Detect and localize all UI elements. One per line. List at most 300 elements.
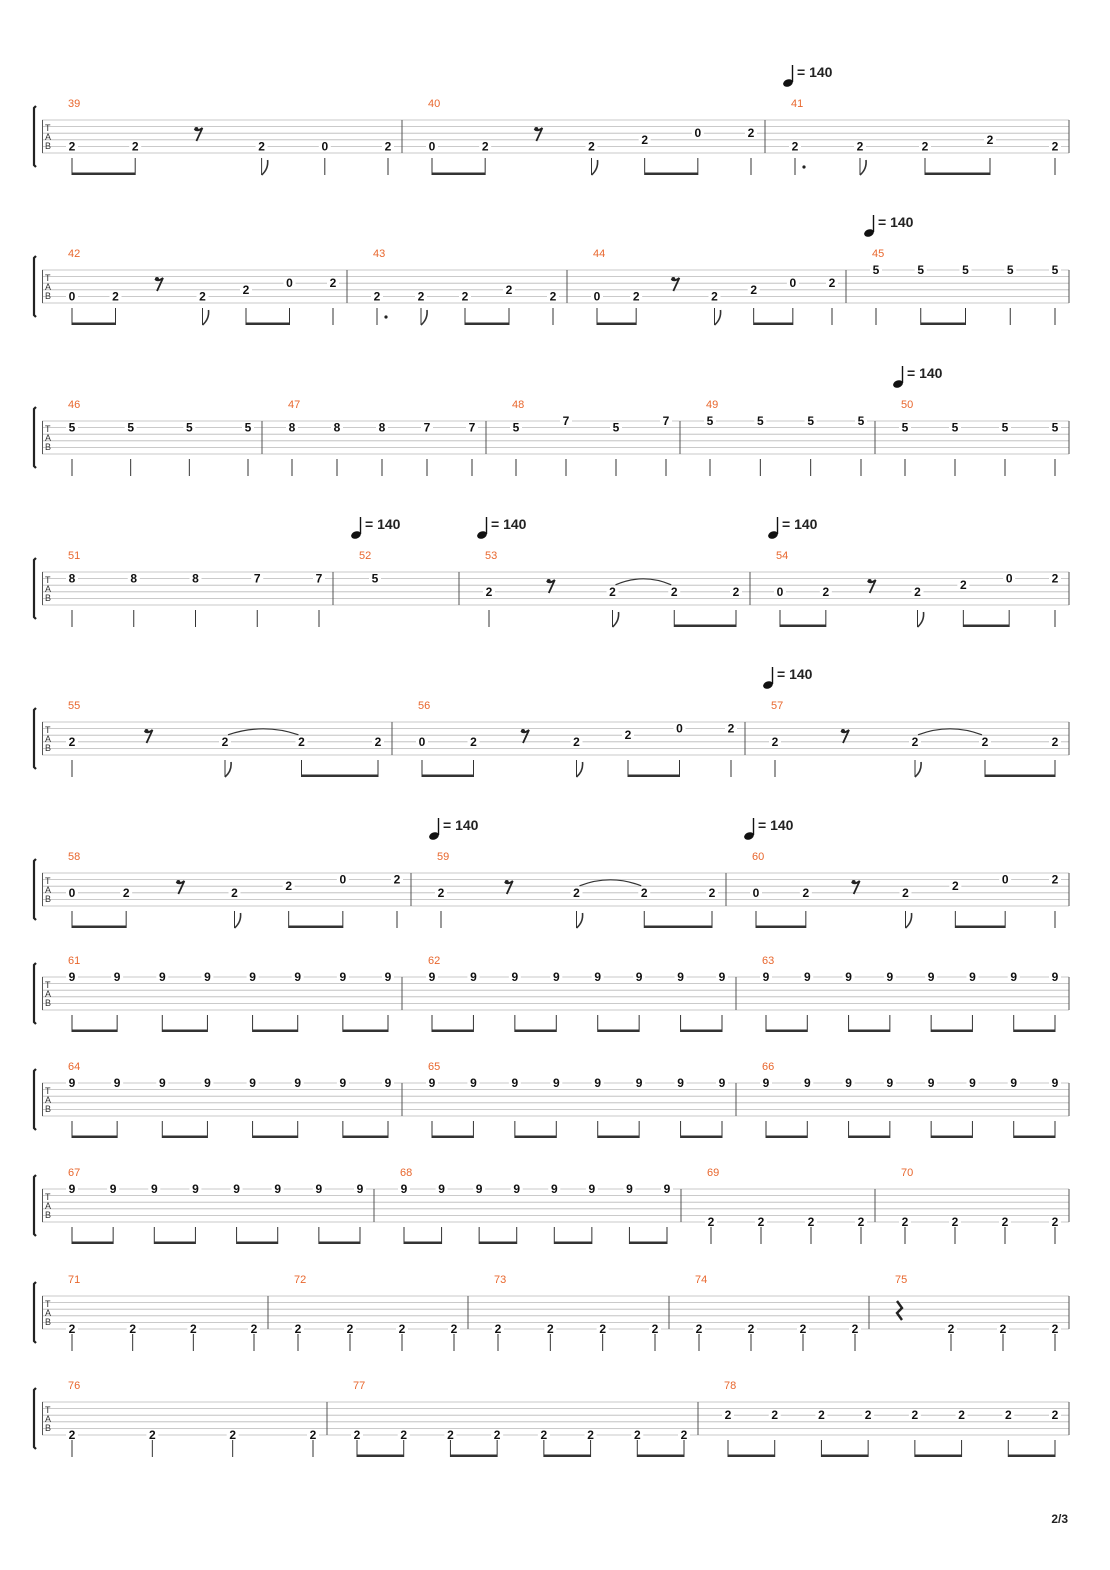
beam	[72, 1136, 117, 1139]
beam	[681, 1136, 722, 1139]
tempo-marking: = 140	[797, 64, 833, 80]
beam	[1014, 1136, 1055, 1139]
fret-number: 9	[204, 1076, 211, 1090]
fret-number: 5	[962, 263, 969, 277]
fret-number: 2	[680, 1428, 688, 1442]
fret-number: 2	[986, 132, 994, 147]
fret-number: 9	[470, 970, 477, 984]
system-bracket	[34, 1175, 36, 1236]
fret-number: 0	[321, 139, 329, 154]
fret-number: 2	[864, 1408, 872, 1423]
fret-number: 2	[727, 721, 735, 736]
fret-number: 2	[400, 1428, 408, 1442]
fret-number: 2	[624, 728, 632, 743]
measure-number: 76	[68, 1380, 81, 1392]
fret-number: 9	[68, 1182, 76, 1196]
beam	[154, 1242, 195, 1245]
tab-clef-letter: B	[45, 291, 52, 301]
fret-number: 5	[872, 263, 880, 277]
measure	[899, 1167, 1061, 1244]
measure-number: 54	[776, 550, 789, 562]
augmentation-dot	[802, 165, 805, 168]
beam	[963, 625, 1009, 628]
fret-number: 9	[438, 1182, 445, 1196]
fret-number: 2	[549, 289, 557, 304]
fret-number: 0	[428, 139, 436, 154]
measure	[760, 955, 1061, 1032]
fret-number: 9	[68, 1076, 76, 1090]
measure	[476, 516, 742, 627]
fret-number: 9	[803, 1076, 811, 1090]
beam	[766, 1030, 807, 1033]
beam	[237, 1242, 278, 1245]
measure-number: 74	[695, 1274, 708, 1286]
measure-number: 42	[68, 248, 81, 260]
fret-number: 9	[1051, 1076, 1059, 1090]
tab-system	[34, 1274, 1069, 1351]
fret-number: 2	[802, 885, 810, 900]
measure-number: 72	[294, 1274, 307, 1286]
fret-number: 2	[231, 885, 238, 900]
fret-number: 2	[588, 139, 595, 154]
fret-number: 2	[747, 1322, 755, 1336]
fret-number: 2	[747, 126, 755, 141]
tab-clef-letter: B	[45, 141, 52, 151]
measure-number: 50	[901, 399, 914, 411]
tab-system	[34, 817, 1069, 928]
tab-system	[34, 1380, 1069, 1457]
measure-number: 65	[428, 1061, 441, 1073]
tab-system	[34, 955, 1069, 1032]
fret-number: 8	[192, 571, 199, 586]
beam	[479, 1242, 517, 1245]
beam	[544, 1455, 591, 1458]
fret-number: 2	[757, 1215, 765, 1229]
measure-number: 44	[593, 248, 606, 260]
fret-number: 2	[641, 132, 649, 147]
system-bracket	[34, 106, 36, 167]
beam	[1014, 1030, 1055, 1033]
measure-number: 55	[68, 700, 81, 712]
fret-number: 7	[315, 571, 323, 586]
fret-number: 5	[951, 420, 959, 435]
fret-number: 2	[609, 584, 616, 599]
tab-clef-letter: A	[45, 885, 52, 895]
fret-number: 2	[999, 1322, 1007, 1336]
fret-number: 2	[640, 885, 648, 900]
fret-number: 2	[112, 289, 119, 304]
fret-number: 5	[917, 263, 925, 277]
fret-number: 9	[663, 1182, 671, 1196]
fret-number: 2	[807, 1215, 815, 1229]
beam	[756, 926, 806, 929]
tie	[918, 729, 982, 735]
fret-number: 9	[552, 1076, 560, 1090]
tab-clef-letter: T	[45, 1192, 51, 1202]
note-flag	[262, 160, 268, 175]
measure	[760, 1061, 1061, 1138]
beam	[357, 1455, 404, 1458]
tab-system	[34, 214, 1069, 325]
fret-number: 2	[485, 584, 493, 599]
beam	[681, 1030, 722, 1033]
fret-number: 0	[776, 584, 784, 599]
fret-number: 2	[851, 1322, 859, 1336]
measure	[66, 700, 384, 777]
fret-number: 2	[959, 578, 967, 593]
fret-number: 7	[253, 571, 261, 586]
fret-number: 7	[562, 414, 570, 428]
measure	[66, 399, 254, 476]
tempo-marking: = 140	[365, 516, 401, 532]
eighth-rest-dot	[868, 579, 872, 583]
fret-number: 0	[68, 885, 76, 900]
measure	[371, 248, 559, 325]
tab-system	[34, 64, 1069, 175]
tab-system	[34, 1061, 1069, 1138]
fret-number: 5	[901, 420, 909, 435]
fret-number: 0	[694, 126, 702, 141]
fret-number: 9	[594, 970, 602, 984]
fret-number: 2	[294, 1322, 302, 1336]
beam	[72, 926, 126, 929]
fret-number: 2	[346, 1322, 354, 1336]
measure-number: 45	[872, 248, 885, 260]
tab-clef-letter: T	[45, 1086, 51, 1096]
fret-number: 0	[789, 276, 797, 291]
beam	[253, 1136, 298, 1139]
measure-number: 60	[752, 851, 765, 863]
fret-number: 2	[122, 885, 130, 900]
fret-number: 9	[718, 970, 726, 984]
measure	[286, 399, 478, 476]
fret-number: 9	[969, 1076, 976, 1090]
tab-clef-letter: A	[45, 584, 52, 594]
measure-number: 62	[428, 955, 441, 967]
fret-number: 9	[274, 1182, 282, 1196]
tempo-marking: = 140	[443, 817, 479, 833]
beam	[921, 323, 966, 326]
measure-number: 69	[707, 1167, 720, 1179]
measure-number: 75	[895, 1274, 908, 1286]
fret-number: 2	[958, 1408, 965, 1423]
fret-number: 2	[1051, 1408, 1059, 1423]
tab-clef-letter: A	[45, 1201, 52, 1211]
fret-number: 9	[384, 970, 392, 984]
fret-number: 9	[845, 970, 852, 984]
measure	[66, 1167, 366, 1244]
beam	[598, 1136, 639, 1139]
fret-number: 2	[1051, 872, 1059, 887]
eighth-rest-dot	[176, 880, 180, 884]
note-flag	[203, 310, 209, 325]
beam	[598, 1030, 639, 1033]
fret-number: 9	[552, 970, 560, 984]
tempo-marking: = 140	[758, 817, 794, 833]
fret-number: 9	[428, 970, 436, 984]
fret-number: 9	[249, 1076, 256, 1090]
fret-number: 2	[68, 734, 76, 749]
beam	[931, 1030, 972, 1033]
beam	[955, 926, 1005, 929]
system-bracket	[34, 963, 36, 1024]
fret-number: 2	[129, 1322, 137, 1336]
measure-number: 71	[68, 1274, 81, 1286]
augmentation-dot	[384, 315, 387, 318]
fret-number: 9	[677, 970, 684, 984]
measure-number: 68	[400, 1167, 413, 1179]
fret-number: 9	[113, 1076, 121, 1090]
beam	[597, 323, 636, 326]
beam	[515, 1030, 556, 1033]
fret-number: 5	[68, 420, 76, 435]
tab-clef-letter: A	[45, 132, 52, 142]
fret-number: 9	[550, 1182, 558, 1196]
measure	[292, 1274, 460, 1351]
tab-clef-letter: B	[45, 1104, 52, 1114]
fret-number: 2	[494, 1322, 502, 1336]
beam	[72, 323, 116, 326]
measure	[704, 399, 867, 476]
tab-clef-letter: A	[45, 734, 52, 744]
measure	[416, 700, 737, 777]
beam	[319, 1242, 360, 1245]
tab-clef-letter: A	[45, 282, 52, 292]
tempo-marking: = 140	[782, 516, 818, 532]
beam	[162, 1030, 207, 1033]
fret-number: 2	[947, 1322, 955, 1336]
fret-number: 2	[242, 282, 250, 297]
fret-number: 2	[599, 1322, 607, 1336]
fret-number: 8	[68, 571, 76, 586]
tab-system	[34, 1167, 1069, 1244]
fret-number: 2	[1051, 571, 1059, 586]
fret-number: 2	[695, 1322, 703, 1336]
fret-number: 2	[309, 1428, 317, 1442]
tab-clef-letter: B	[45, 442, 52, 452]
fret-number: 2	[632, 289, 640, 304]
measure-number: 51	[68, 550, 81, 562]
beam	[343, 1030, 388, 1033]
system-bracket	[34, 1282, 36, 1343]
fret-number: 2	[633, 1428, 641, 1442]
eighth-rest-dot	[194, 127, 198, 131]
fret-number: 2	[68, 1322, 76, 1336]
eighth-rest-dot	[534, 127, 538, 131]
fret-number: 9	[113, 970, 121, 984]
fret-number: 5	[127, 420, 135, 435]
fret-number: 2	[481, 139, 489, 154]
system-bracket	[34, 1388, 36, 1449]
system-bracket	[34, 1069, 36, 1130]
fret-number: 9	[626, 1182, 633, 1196]
measure-number: 59	[437, 851, 450, 863]
fret-number: 8	[288, 420, 296, 435]
tab-clef-letter: A	[45, 433, 52, 443]
note-flag	[592, 160, 598, 175]
eighth-rest-dot	[505, 880, 509, 884]
page-number: 2/3	[1051, 1512, 1068, 1526]
fret-number: 2	[857, 1215, 865, 1229]
fret-number: 8	[130, 571, 138, 586]
measure	[591, 248, 838, 325]
measure-number: 41	[791, 98, 804, 110]
system-bracket	[34, 558, 36, 619]
system-bracket	[34, 256, 36, 317]
measure	[398, 1167, 673, 1244]
tab-clef-letter: B	[45, 1423, 52, 1433]
fret-number: 2	[353, 1428, 361, 1442]
tab-clef-letter: T	[45, 123, 51, 133]
beam	[343, 1136, 388, 1139]
fret-number: 9	[635, 1076, 643, 1090]
tab-clef-letter: A	[45, 1308, 52, 1318]
note-flag	[225, 762, 231, 777]
beam	[925, 173, 990, 176]
tab-clef-letter: T	[45, 725, 51, 735]
beam	[821, 1455, 868, 1458]
fret-number: 0	[593, 289, 601, 304]
tab-system	[34, 516, 1069, 627]
tempo-marking: = 140	[777, 666, 813, 682]
beam	[644, 926, 712, 929]
measure-number: 58	[68, 851, 81, 863]
tab-clef-letter: B	[45, 593, 52, 603]
tie	[228, 729, 299, 735]
fret-number: 7	[468, 420, 476, 435]
fret-number: 5	[1051, 420, 1059, 435]
beam	[554, 1242, 592, 1245]
note-flag	[577, 762, 583, 777]
fret-number: 9	[513, 1182, 521, 1196]
measure	[892, 365, 1061, 476]
fret-number: 2	[1051, 1322, 1059, 1336]
measure	[722, 1380, 1061, 1457]
beam	[450, 1455, 497, 1458]
beam	[404, 1242, 442, 1245]
eighth-rest-dot	[145, 729, 149, 733]
fret-number: 5	[612, 420, 620, 435]
fret-number: 9	[470, 1076, 477, 1090]
fret-number: 9	[294, 1076, 302, 1090]
note-flag	[613, 612, 619, 627]
fret-number: 2	[911, 1408, 919, 1423]
measure	[66, 851, 403, 928]
fret-number: 9	[886, 1076, 894, 1090]
fret-number: 2	[707, 1215, 715, 1229]
measure	[895, 1274, 1061, 1351]
fret-number: 2	[373, 289, 381, 304]
beam	[766, 1136, 807, 1139]
beam	[72, 173, 135, 176]
fret-number: 9	[1051, 970, 1059, 984]
fret-number: 2	[771, 734, 779, 749]
fret-number: 0	[286, 276, 293, 291]
fret-number: 2	[799, 1322, 807, 1336]
fret-number: 0	[1005, 571, 1013, 586]
fret-number: 2	[711, 289, 718, 304]
eighth-rest-dot	[521, 729, 525, 733]
eighth-rest-dot	[841, 729, 845, 733]
fret-number: 2	[670, 584, 678, 599]
measure	[351, 1380, 690, 1457]
fret-number: 2	[199, 289, 206, 304]
system-bracket	[34, 708, 36, 769]
measure-number: 39	[68, 98, 81, 110]
fret-number: 2	[148, 1428, 156, 1442]
tab-clef-letter: A	[45, 1095, 52, 1105]
system-bracket	[34, 407, 36, 468]
fret-number: 2	[901, 1215, 909, 1229]
tempo-marking: = 140	[878, 214, 914, 230]
fret-number: 8	[333, 420, 341, 435]
fret-number: 2	[398, 1322, 406, 1336]
fret-number: 2	[902, 885, 909, 900]
measure	[428, 817, 718, 928]
fret-number: 9	[886, 970, 894, 984]
fret-number: 2	[437, 885, 445, 900]
fret-number: 9	[927, 1076, 935, 1090]
measure-number: 40	[428, 98, 441, 110]
beam	[849, 1136, 890, 1139]
fret-number: 9	[428, 1076, 436, 1090]
fret-number: 9	[588, 1182, 596, 1196]
note-flag	[235, 913, 241, 928]
measure-number: 46	[68, 399, 81, 411]
measure	[426, 955, 728, 1032]
beam	[985, 775, 1055, 778]
measure	[767, 516, 1061, 627]
eighth-rest-dot	[671, 277, 675, 281]
beam	[72, 1030, 117, 1033]
tab-clef-letter: B	[45, 998, 52, 1008]
measure	[762, 666, 1061, 777]
tab-system	[34, 365, 1069, 476]
fret-number: 9	[68, 970, 76, 984]
beam	[645, 173, 698, 176]
fret-number: 2	[189, 1322, 197, 1336]
fret-number: 9	[356, 1182, 364, 1196]
fret-number: 2	[229, 1428, 237, 1442]
fret-number: 8	[378, 420, 386, 435]
beam	[432, 1030, 473, 1033]
fret-number: 9	[803, 970, 811, 984]
measure-number: 61	[68, 955, 81, 967]
fret-number: 2	[505, 282, 513, 297]
fret-number: 2	[651, 1322, 659, 1336]
fret-number: 9	[158, 970, 166, 984]
tab-clef-letter: A	[45, 989, 52, 999]
fret-number: 0	[418, 734, 426, 749]
fret-number: 5	[807, 414, 815, 428]
fret-number: 9	[969, 970, 976, 984]
fret-number: 2	[1004, 1408, 1012, 1423]
fret-number: 2	[329, 276, 337, 291]
measure	[693, 1274, 861, 1351]
fret-number: 9	[475, 1182, 483, 1196]
fret-number: 9	[384, 1076, 392, 1090]
fret-number: 5	[1006, 263, 1014, 277]
eighth-rest-dot	[155, 277, 159, 281]
fret-number: 9	[400, 1182, 408, 1196]
fret-number: 0	[1001, 872, 1009, 887]
fret-number: 5	[371, 571, 379, 586]
fret-number: 2	[540, 1428, 548, 1442]
tab-clef-letter: T	[45, 273, 51, 283]
fret-number: 5	[756, 414, 764, 428]
tempo-marking: = 140	[907, 365, 943, 381]
beam	[628, 775, 680, 778]
